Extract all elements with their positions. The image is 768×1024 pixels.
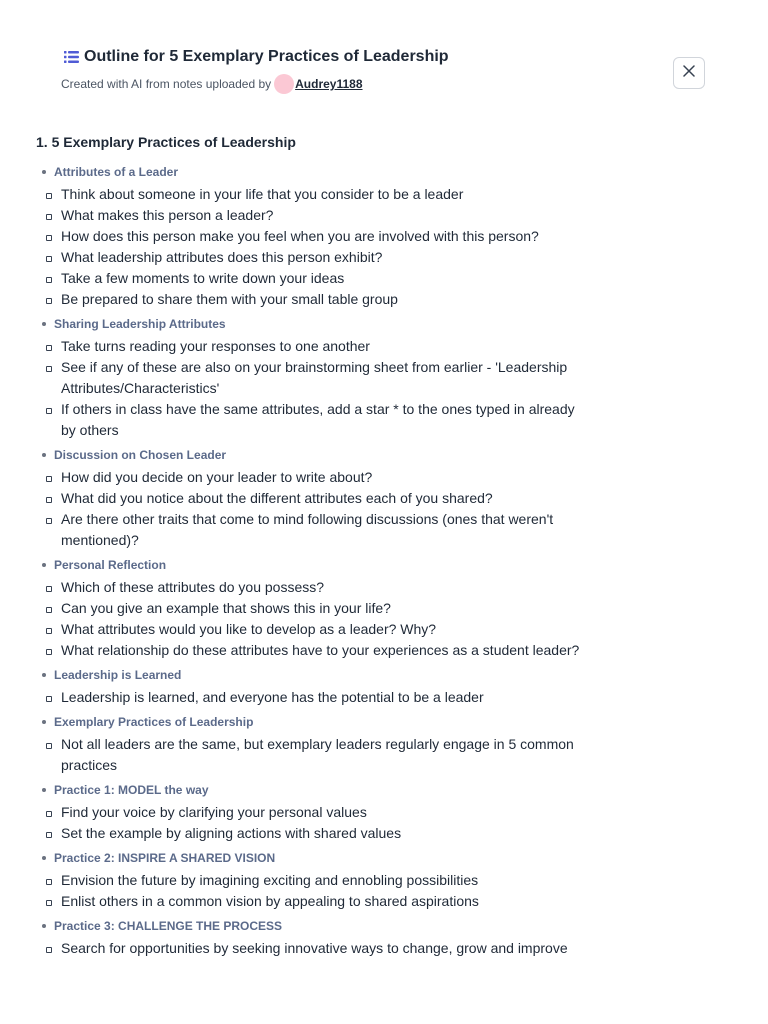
list-item: What leadership attributes does this person exhibit? [36, 247, 581, 268]
topic-items [36, 870, 596, 912]
page-title: Outline for 5 Exemplary Practices of Leadership [84, 48, 449, 65]
section-title: 1. 5 Exemplary Practices of Leadership [36, 134, 296, 150]
list-item: See if any of these are also on your brainstorming sheet from earlier - 'Leadership Attributes/Characteristics' [36, 357, 581, 399]
page-header [64, 48, 449, 66]
list-item: What did you notice about the different attributes each of you shared? [36, 488, 581, 509]
topic-list [36, 164, 596, 959]
list-item: What attributes would you like to develop as a leader? Why? [36, 619, 581, 640]
topic-heading: Leadership is Learned [36, 667, 596, 683]
topic-heading: Practice 2: INSPIRE A SHARED VISION [36, 850, 596, 866]
topic-items [36, 577, 596, 661]
topic-heading: Practice 3: CHALLENGE THE PROCESS [36, 918, 596, 934]
list-item: What relationship do these attributes have to your experiences as a student leader? [36, 640, 581, 661]
topic-heading: Discussion on Chosen Leader [36, 447, 596, 463]
list-item: Set the example by aligning actions with shared values [36, 823, 581, 844]
close-button[interactable] [673, 57, 705, 89]
topic-heading: Personal Reflection [36, 557, 596, 573]
topic-items [36, 336, 596, 441]
list-item: Which of these attributes do you possess? [36, 577, 581, 598]
list-item: Can you give an example that shows this in your life? [36, 598, 581, 619]
list-item: Think about someone in your life that you consider to be a leader [36, 184, 581, 205]
topic-heading: Practice 1: MODEL the way [36, 782, 596, 798]
list-item: Enlist others in a common vision by appealing to shared aspirations [36, 891, 581, 912]
list-item: Not all leaders are the same, but exemplary leaders regularly engage in 5 common practices [36, 734, 581, 776]
list-item: How does this person make you feel when you are involved with this person? [36, 226, 581, 247]
list-item: Find your voice by clarifying your personal values [36, 802, 581, 823]
list-item: What makes this person a leader? [36, 205, 581, 226]
topic-items [36, 687, 596, 708]
topic-items [36, 184, 596, 310]
list-item: Leadership is learned, and everyone has the potential to be a leader [36, 687, 581, 708]
outline-content [36, 131, 596, 965]
list-item: Be prepared to share them with your small table group [36, 289, 581, 310]
topic-heading: Sharing Leadership Attributes [36, 316, 596, 332]
list-item: Take a few moments to write down your ideas [36, 268, 581, 289]
topic-items [36, 467, 596, 551]
list-item: Are there other traits that come to mind following discussions (ones that weren't mentioned)? [36, 509, 581, 551]
topic-heading: Attributes of a Leader [36, 164, 596, 180]
topic-items [36, 938, 596, 959]
list-item: Envision the future by imagining exciting and ennobling possibilities [36, 870, 581, 891]
avatar [274, 74, 294, 94]
topic-heading: Exemplary Practices of Leadership [36, 714, 596, 730]
list-icon [64, 50, 79, 64]
close-icon [683, 64, 695, 82]
subtitle-row [61, 74, 363, 94]
list-item: Take turns reading your responses to one another [36, 336, 581, 357]
title-row [64, 48, 449, 66]
author-link[interactable]: Audrey1188 [295, 77, 363, 91]
list-item: Search for opportunities by seeking innovative ways to change, grow and improve [36, 938, 581, 959]
topic-items [36, 734, 596, 776]
topic-items [36, 802, 596, 844]
subtitle-text: Created with AI from notes uploaded by [61, 77, 272, 91]
list-item: If others in class have the same attributes, add a star * to the ones typed in already by others [36, 399, 581, 441]
list-item: How did you decide on your leader to write about? [36, 467, 581, 488]
